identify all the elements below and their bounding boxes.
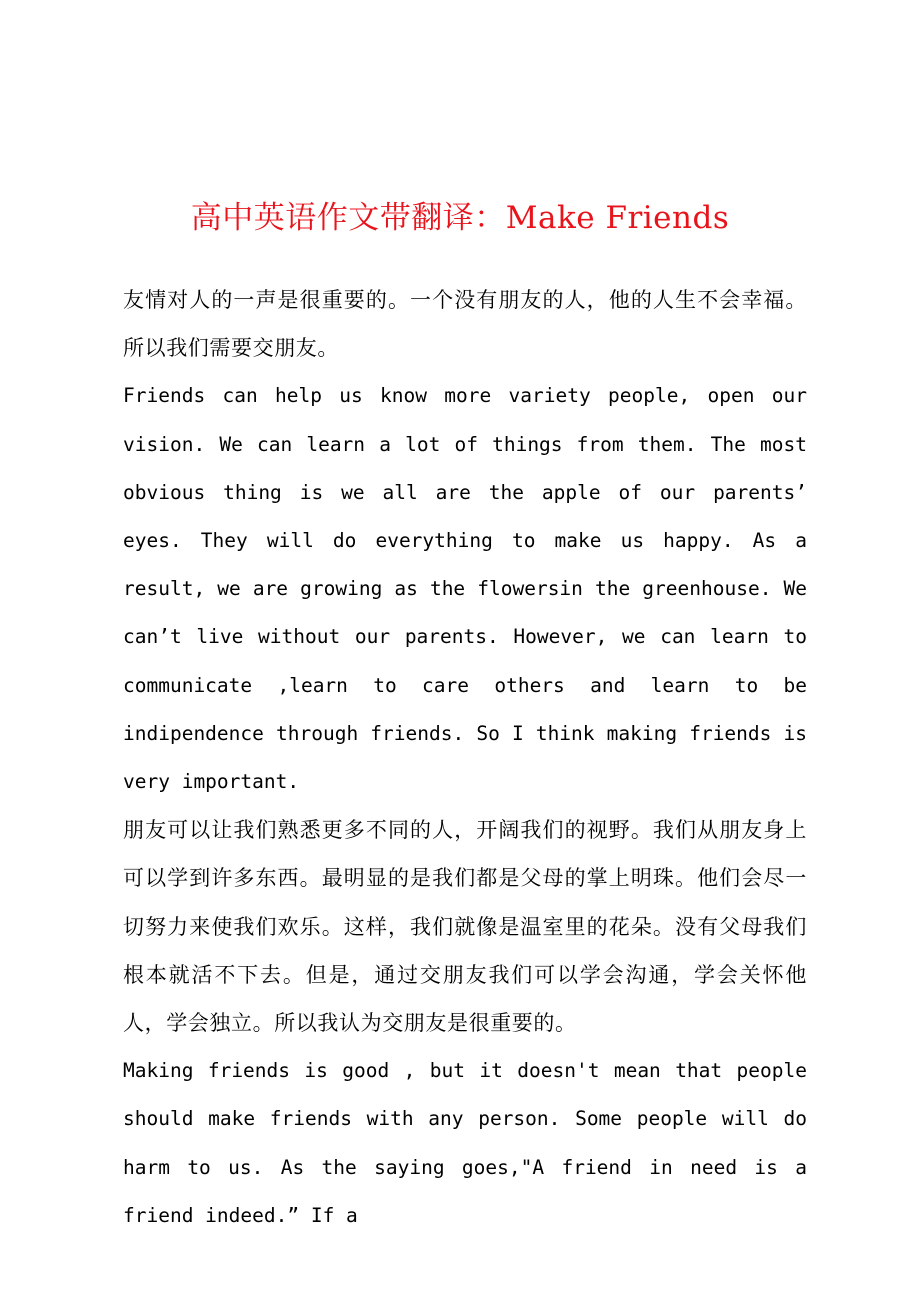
paragraph-english-1: Friends can help us know more variety people, open our vision. We can learn a lot of things from them. The most obvious thing is we all are the apple of our parents’ eyes. They will do everything to make us happy. As a result, we are growing as the flowersin the greenhouse. We can’t live without our parents. However, we can learn to communicate ,learn to care others and learn to be indipendence through friends. So I think making friends is very important. [123,384,807,794]
paragraph-english-2: Making friends is good , but it doesn't mean that people should make friends with any person. Some people will do harm to us. As the saying goes,"A friend in need is a friend indeed.” If a [123,1059,807,1227]
document-body [123,276,807,1240]
paragraph-chinese-translation: 朋友可以让我们熟悉更多不同的人，开阔我们的视野。我们从朋友身上可以学到许多东西。最明显的是我们都是父母的掌上明珠。他们会尽一切努力来使我们欢乐。这样，我们就像是温室里的花朵。没有父母我们根本就活不下去。但是，通过交朋友我们可以学会沟通，学会关怀他人，学会独立。所以我认为交朋友是很重要的。 [123,818,807,1036]
paragraph-chinese-intro: 友情对人的一声是很重要的。一个没有朋友的人，他的人生不会幸福。所以我们需要交朋友。 [123,288,807,361]
document-title: 高中英语作文带翻译：Make Friends [190,200,730,236]
